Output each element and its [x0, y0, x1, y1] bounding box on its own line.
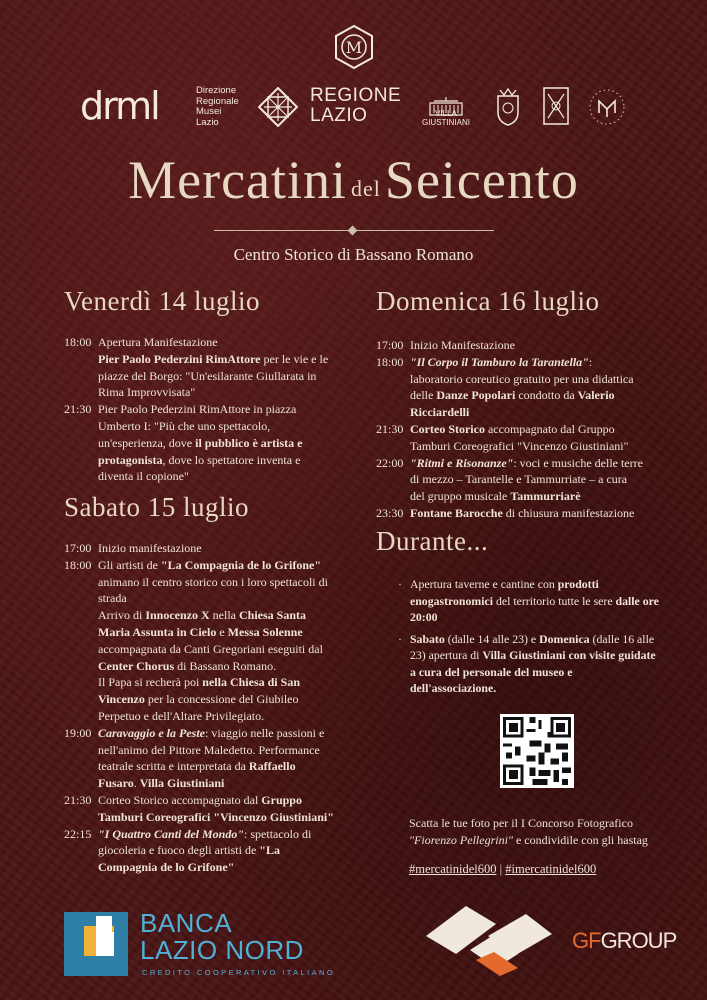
drml-subtitle: Direzione Regionale Musei Lazio — [196, 85, 239, 128]
durante-heading: Durante... — [376, 526, 489, 556]
event-row: 21:30 Corteo Storico accompagnato dal Gruppo Tamburi Coreografici "Vincenzo Giustiniani" — [376, 421, 629, 453]
sunday-events — [376, 337, 644, 522]
gf-group-logo: GFGROUP — [572, 928, 677, 953]
list-item: · Apertura taverne e cantine con prodotti enogastronomici del territorio tutte le sere dalle ore 20:00 — [398, 577, 659, 624]
bank-name: BANCA LAZIO NORD — [140, 908, 304, 965]
comune-crest-icon — [494, 88, 522, 126]
friday-events — [64, 334, 334, 485]
event-row: 19:00 Caravaggio e la Peste: viaggio nelle passioni e nell'animo del Pittore Maledetto. Performance teatrale scritta e interpretata da Raffaello Fusaro. Villa Giustiniani — [64, 725, 325, 791]
villa-giustiniani-logo: VILLA GIUSTINIANI — [421, 109, 470, 127]
event-row: 17:00 Inizio Manifestazione — [376, 338, 515, 352]
title-divider-ornament — [348, 226, 358, 236]
event-row: 21:30 Pier Paolo Pederzini RimAttore in piazza Umberto I: "Più che uno spettacolo, un'esperienza, dove il pubblico è artista e protagonista, dove lo spettatore inventa e diventa il copione" — [64, 402, 303, 484]
hashtag-link[interactable]: #mercatinidel600 — [409, 862, 497, 876]
regione-lazio-emblem-icon — [258, 87, 298, 127]
hashtag-link[interactable]: #imercatinidel600 — [505, 862, 597, 876]
svg-text:M: M — [345, 38, 363, 57]
friday-heading: Venerdì 14 luglio — [64, 286, 260, 316]
event-row: 23:30 Fontane Barocche di chiusura manifestazione — [376, 505, 635, 520]
qr-code[interactable] — [500, 714, 574, 788]
saturday-heading: Sabato 15 luglio — [64, 492, 249, 522]
event-row: 18:00 "Il Corpo il Tamburo la Tarantella": laboratorio coreutico gratuito per una didattica delle Danze Popolari condotto da Valerio Ricciardelli — [376, 354, 634, 420]
regione-lazio-logo: REGIONE LAZIO — [310, 85, 402, 126]
event-row: 18:00 Apertura Manifestazione — [64, 335, 218, 349]
saturday-events — [64, 540, 336, 876]
event-row: Arrivo di Innocenzo X nella Chiesa Santa Maria Assunta in Cielo e Messa Solenne accompagnata da Canti Gregoriani eseguiti dal Center Chorus di Bassano Romano. — [98, 608, 323, 673]
event-row: Il Papa si recherà poi nella Chiesa di San Vincenzo per la concessione del Giubileo Perpetuo e dell'Altare Privilegiato. — [98, 675, 300, 723]
event-row: 18:00 Gli artisti de "La Compagnia de lo Grifone" animano il centro storico con i loro spettacoli di strada — [64, 557, 328, 606]
association-crest-icon — [542, 86, 570, 126]
durante-list — [398, 576, 660, 702]
sunday-heading: Domenica 16 luglio — [376, 286, 600, 316]
event-row: 17:00 Inizio manifestazione — [64, 541, 202, 555]
marian-stars-emblem-icon — [588, 88, 626, 126]
event-row: Pier Paolo Pederzini RimAttore per le vie e le piazze del Borgo: "Un'esilarante Giullarata in Rima Improvvisata" — [98, 351, 329, 400]
banca-lazio-nord-logo-icon — [64, 912, 128, 976]
drml-logo: drml — [80, 84, 159, 128]
event-row: 22:15 "I Quattro Canti del Mondo": spettacolo di giocoleria e fuoco degli artisti de "La Compagnia de lo Grifone" — [64, 826, 312, 875]
event-title: Mercatini delSeicento — [128, 150, 579, 210]
event-row: 22:00 "Ritmi e Risonanze": voci e musiche delle terre di mezzo – Tarantelle e Tammurriate – a cura del gruppo musicale Tammurriarè — [376, 455, 643, 504]
list-item: · Sabato (dalle 14 alle 23) e Domenica (dalle 16 alle 23) apertura di Villa Giustiniani con visite guidate a cura del personale del museo e dell'associazione. — [398, 631, 656, 695]
gf-group-mark-icon — [426, 906, 552, 976]
hashtags: #mercatinidel600 | #imercatinidel600 — [409, 862, 597, 876]
bank-subtitle: CREDITO COOPERATIVO ITALIANO — [142, 968, 336, 977]
photo-contest-text: Scatta le tue foto per il I Concorso Fotografico "Fiorenzo Pellegrini" e condividile con gli hastag — [409, 816, 648, 847]
event-location: Centro Storico di Bassano Romano — [233, 245, 474, 264]
museum-m-logo — [334, 25, 374, 69]
event-row: 21:30 Corteo Storico accompagnato dal Gruppo Tamburi Coreografici "Vincenzo Giustiniani" — [64, 792, 334, 824]
